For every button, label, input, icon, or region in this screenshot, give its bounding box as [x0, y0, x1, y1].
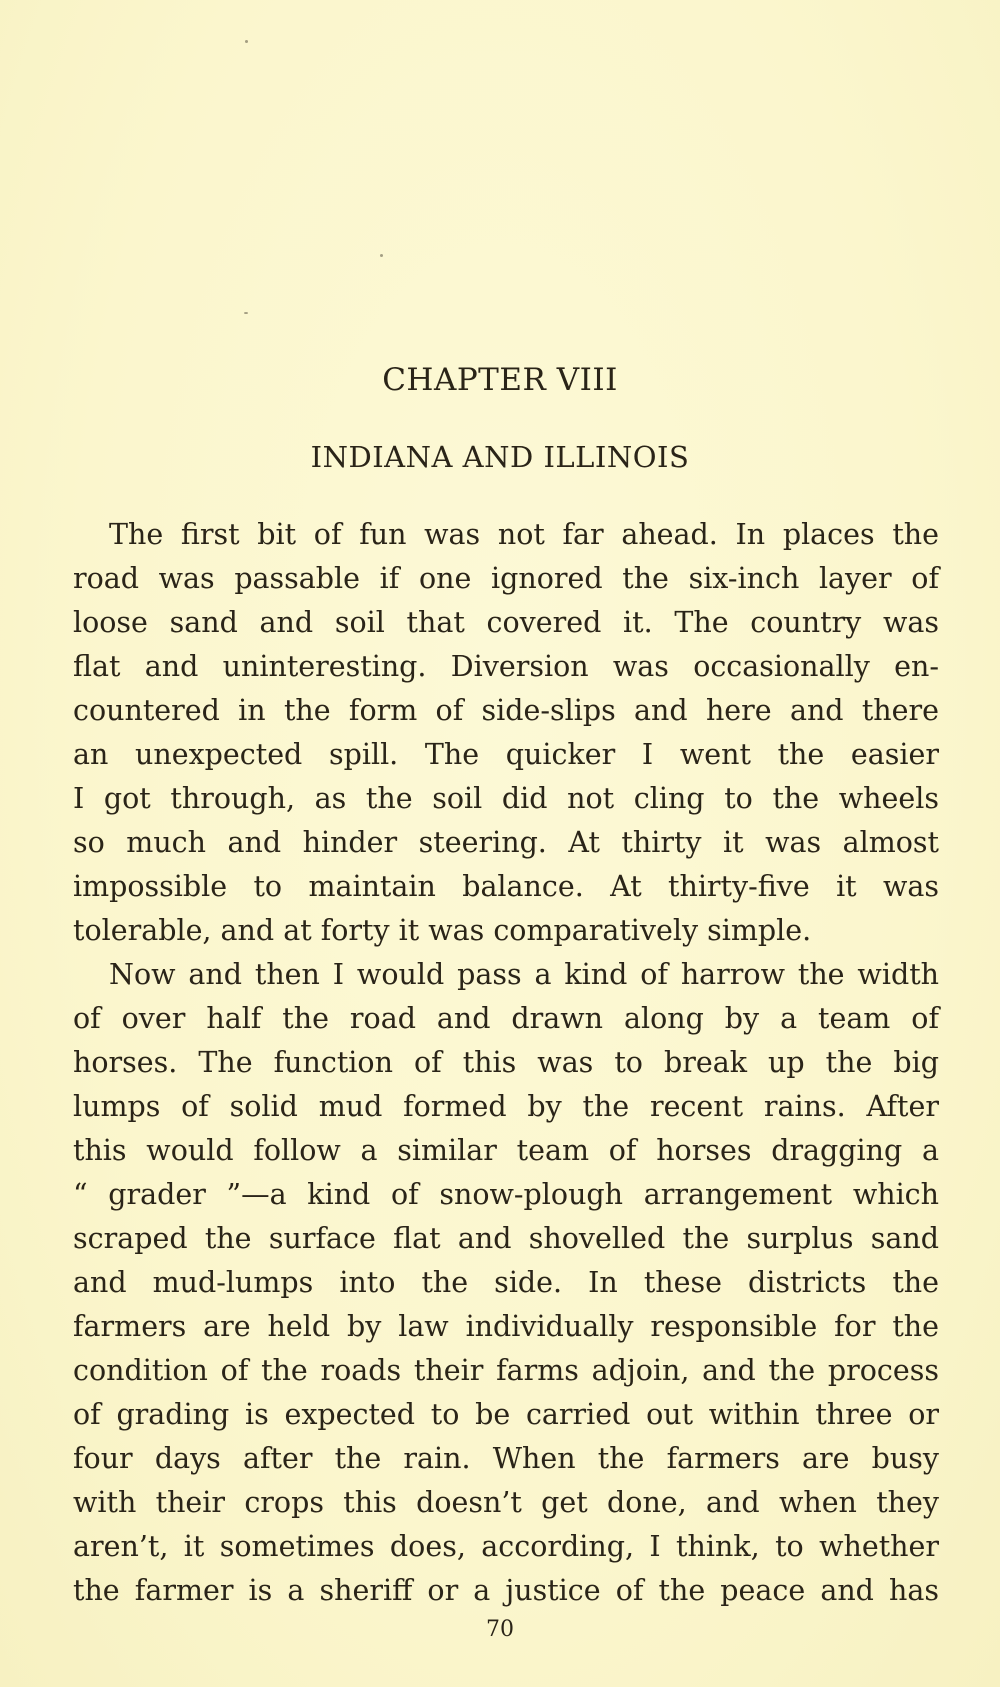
- paper-speck: [380, 254, 383, 257]
- text-line: condition of the roads their farms adjoin, and the process: [73, 1354, 939, 1387]
- text-line: The first bit of fun was not far ahead. In places the: [109, 518, 939, 551]
- text-line: impossible to maintain balance. At thirty-five it was: [73, 870, 939, 903]
- text-line: “ grader ”—a kind of snow-plough arrangement which: [73, 1178, 939, 1211]
- text-line: of grading is expected to be carried out within three or: [73, 1398, 939, 1431]
- text-line: I got through, as the soil did not cling to the wheels: [73, 782, 939, 815]
- text-line: this would follow a similar team of horses dragging a: [73, 1134, 939, 1167]
- page-number: 70: [486, 1617, 514, 1642]
- text-line: aren’t, it sometimes does, according, I think, to whether: [73, 1530, 939, 1563]
- text-line: tolerable, and at forty it was comparatively simple.: [73, 914, 812, 947]
- chapter-number: CHAPTER VIII: [382, 362, 618, 398]
- text-line: of over half the road and drawn along by a team of: [73, 1002, 939, 1035]
- text-line: and mud-lumps into the side. In these districts the: [73, 1266, 939, 1299]
- text-line: horses. The function of this was to break up the big: [73, 1046, 939, 1079]
- text-line: loose sand and soil that covered it. The country was: [73, 606, 939, 639]
- text-line: with their crops this doesn’t get done, and when they: [73, 1486, 939, 1519]
- text-line: four days after the rain. When the farmers are busy: [73, 1442, 939, 1475]
- body-text: [73, 513, 939, 1613]
- text-line: lumps of solid mud formed by the recent rains. After: [73, 1090, 939, 1123]
- text-line: Now and then I would pass a kind of harrow the width: [109, 958, 939, 991]
- paper-speck: [244, 312, 248, 314]
- text-line: so much and hinder steering. At thirty it was almost: [73, 826, 939, 859]
- paper-speck: [245, 40, 248, 43]
- text-line: scraped the surface flat and shovelled the surplus sand: [73, 1222, 939, 1255]
- text-line: farmers are held by law individually responsible for the: [73, 1310, 939, 1343]
- text-line: the farmer is a sheriff or a justice of the peace and has: [73, 1574, 939, 1607]
- chapter-title: INDIANA AND ILLINOIS: [310, 440, 690, 474]
- text-line: an unexpected spill. The quicker I went the easier: [73, 738, 939, 771]
- text-line: flat and uninteresting. Diversion was occasionally en-: [73, 650, 939, 683]
- text-line: countered in the form of side-slips and here and there: [73, 694, 939, 727]
- text-line: road was passable if one ignored the six-inch layer of: [73, 562, 939, 595]
